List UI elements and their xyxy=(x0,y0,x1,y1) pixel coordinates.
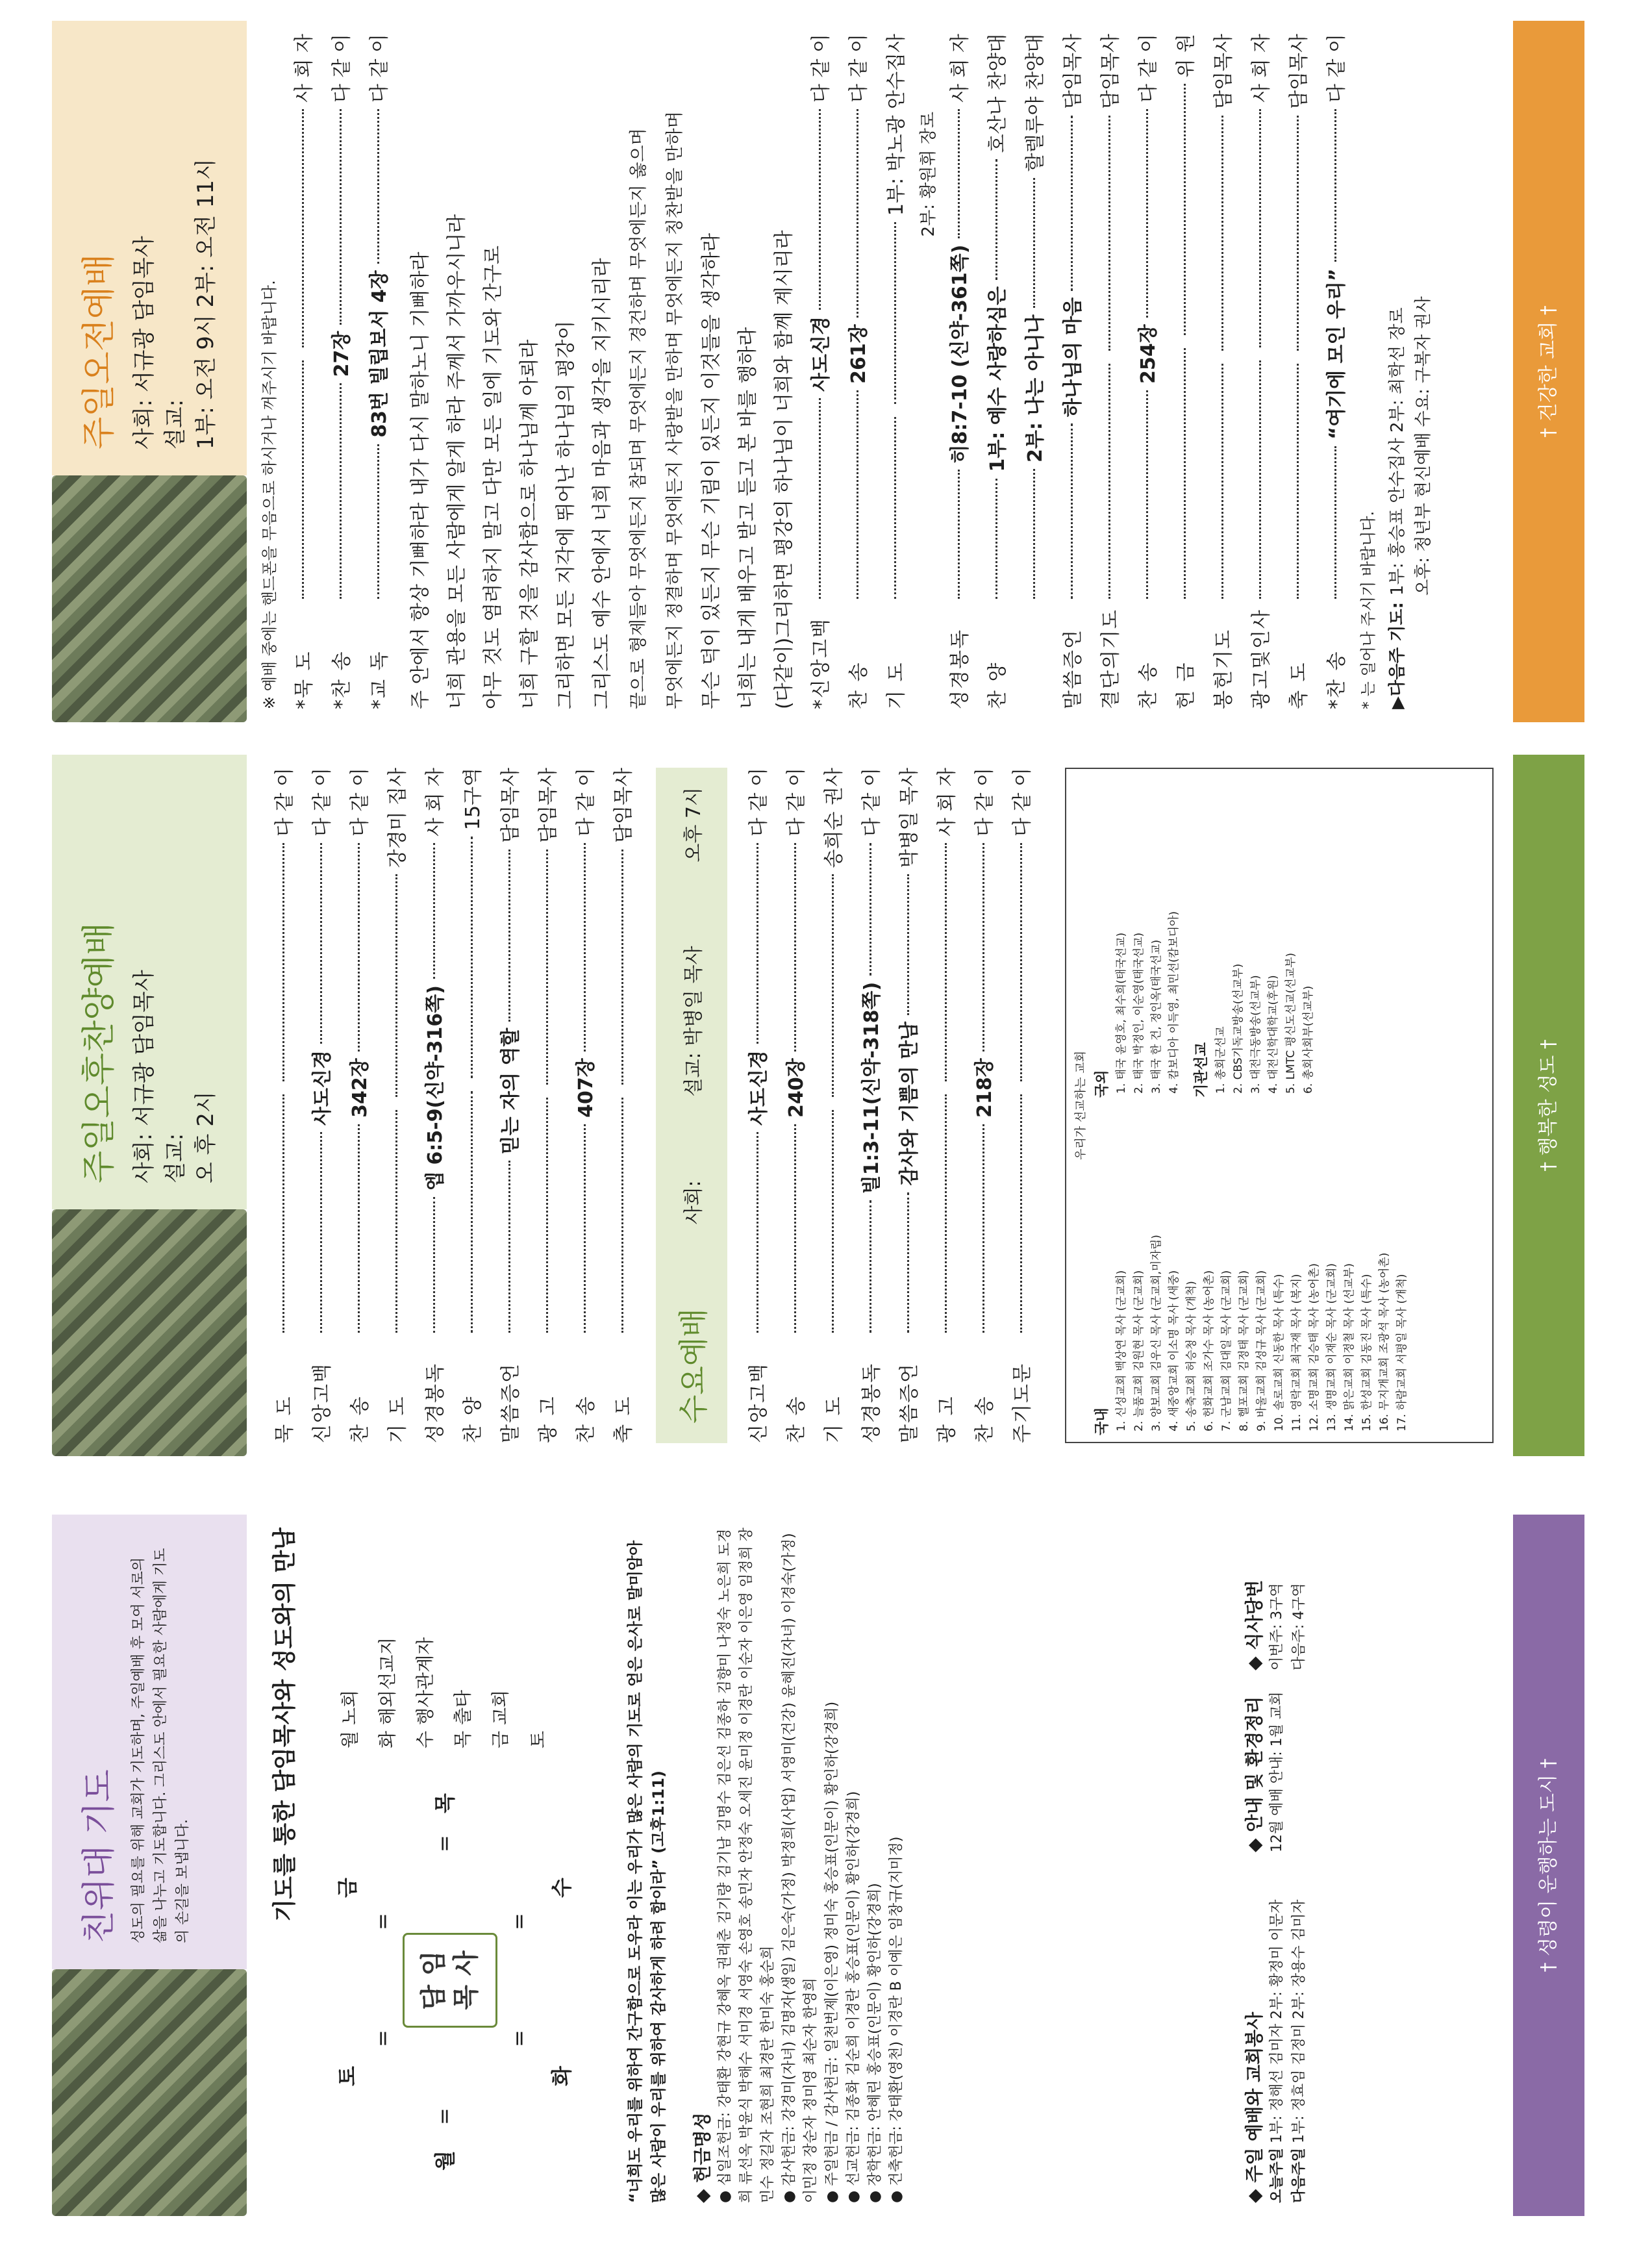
order-row: 성경봉독 엡 6:5-9(신약-316쪽) 사 회 자 xyxy=(424,767,447,1443)
am-title: 주일오전예배 xyxy=(80,253,119,449)
duty-head: ◆ 주일 예배와 교회봉사 xyxy=(1244,2011,1265,2203)
domestic-label: 국내 xyxy=(1094,1407,1110,1435)
foreign-table xyxy=(1111,907,1181,1098)
prayer-legend xyxy=(331,1528,557,1748)
wed-meta-2: 설교: 박병일 목사 xyxy=(682,946,705,1097)
order-row: 헌 금 위 원 xyxy=(1175,34,1197,709)
news-item: ● 주일헌금 / 감사헌금: 일천번제(이은영) 정미숙 홍승표(인문이) 황인하(강경희) xyxy=(824,1701,840,2203)
next-week-prayer: ▶다음주 기도: 1부: 홍승표 안수집사 2부: 최학선 장로 오후: 청년부 현신예배 수요: 구복자 권사 xyxy=(1388,296,1433,709)
order-row: 묵 도 다 같 이 xyxy=(273,767,296,1443)
stand-note: * 는 일어나 주시기 바랍니다. xyxy=(1359,510,1377,709)
center-line-1: 담 임 xyxy=(419,1950,449,2010)
order-row: *교 독 83번 빌립보서 4장 다 같 이 xyxy=(368,34,391,709)
news-item: ● 선교헌금: 김종화 김순희 이경란 홍승표(인문이) 황인하(강경희) xyxy=(845,1791,862,2203)
prayer-titlebox xyxy=(52,1515,247,1969)
order-row: 축 도 담임목사 xyxy=(612,767,635,1443)
order-row: 성경봉독 빌1:3-11(신약-318쪽) 다 같 이 xyxy=(860,768,883,1443)
wed-meta-1: 사회: xyxy=(682,1180,705,1225)
panel-afternoon-wednesday xyxy=(52,755,1584,1456)
duty-row: 다음주일 1부: 정효임 김정미 2부: 장용수 김미자 xyxy=(1291,1899,1307,2203)
am-titlebox xyxy=(52,21,247,475)
meal-head: ◆ 식사당번 xyxy=(1244,1580,1265,1670)
order-row: 신앙고백 사도신경 다 같 이 xyxy=(311,768,334,1443)
order-row: 찬 송 342장 다 같 이 xyxy=(349,768,371,1443)
legend-row: 월 노회 xyxy=(339,1689,360,1748)
legend-row: 수 행사관계자 xyxy=(414,1637,436,1748)
order-row: 기 도 송희순 권사 xyxy=(823,768,845,1443)
order-row: 찬 송 254장 다 같 이 xyxy=(1137,34,1160,709)
table-row: 12. 소명교회 김승태 목사 (농어촌) xyxy=(1308,1263,1321,1431)
table-row: 3. 양보교회 김우신 목사 (군교회,미자립) xyxy=(1150,1235,1163,1431)
table-row: 14. 맑은교회 이정철 목사 (선교부) xyxy=(1343,1263,1356,1431)
table-row: 13. 생명교회 이재순 목사 (군교회) xyxy=(1325,1263,1338,1431)
table-row: 10. 솔로교회 신동한 목사 (특수) xyxy=(1273,1274,1286,1431)
order-row: 광고및인사 사 회 자 xyxy=(1250,33,1273,709)
table-row: 1. 총회군선교 xyxy=(1214,1026,1227,1094)
prayer-2nd: 2부: 황원휘 장로 xyxy=(919,112,938,237)
am-meta: 사회: 서규광 담임목사 설교: 1부: 오전 9시 2부: 오전 11시 xyxy=(131,158,219,449)
responsive-reading: 주 안에서 항상 기뻐하라 내가 다시 말하노니 기뻐하라 너희 관용을 모든 사람에게 알게 하라 주께서 가까우시니라 아무 것도 염려하지 말고 다만 모든 일에 기도와 간구로 너희 구할 것을 감사함으로 하나님께 아뢰라 그리하면 모든 지각에 뛰어난 하나님의 평강이 그리스도 예수 안에서 너희 마음과 생각을 지키시리라 끝으로 형제들아 무엇에든지 참되며 무엇에든지 경건하며 무엇에든지 옳으며 무엇에든지 정결하며 무엇에든지 사랑받을 만하며 무엇에든지 칭찬받을 만하며 무슨 덕이 있든지 무슨 기림이 있든지 이것들을 생각하라 너희는 내게 배우고 받고 듣고 본 바를 행하라 (다같이)그리하면 평강의 하나님이 너희와 함께 계시리라 xyxy=(409,111,795,709)
prayer-subtitle: 기도를 통한 담임목사와 성도와의 만남 xyxy=(271,1528,298,1922)
order-row: *찬 송 “여기에 모인 우리” 다 같 이 xyxy=(1325,33,1348,709)
order-row: 찬 양 15구역 xyxy=(462,767,484,1443)
prayer-title: 친위대 기도 xyxy=(80,1769,119,1943)
news-item: ● 건축헌금: 강태환(영천) 이경란 B 이예은 임창규(지미정) xyxy=(888,1836,905,2203)
offering-news xyxy=(682,1528,907,2203)
order-row: 축 도 담임목사 xyxy=(1288,33,1310,709)
news-item: ● 장학헌금: 안혜린 홍승표(인문이) 황인하(강경희) xyxy=(867,1883,883,2203)
meal-item: 다음주: 4구역 xyxy=(1291,1583,1307,1670)
table-row: 1. 신성교회 백상연 목사 (군교회) xyxy=(1115,1270,1128,1431)
table-row: 2. CBS기독교방송(선교부) xyxy=(1232,963,1245,1094)
am-order xyxy=(253,34,1436,709)
mission-churches xyxy=(1065,768,1494,1443)
legend-row: 화 해외선교지 xyxy=(377,1637,398,1748)
order-row: 2부: 나는 아니나 할렐루야 찬양대 xyxy=(1017,34,1055,709)
eq-to: = xyxy=(370,2030,395,2047)
prayer-intro: 성도의 필요를 위해 교회가 기도하며, 주일예배 후 모여 서로의 삶을 나누고 기도합니다. 그리스도 안에서 필요한 사람에게 기도의 손길을 보냅니다. xyxy=(131,1548,191,1943)
day-hwa: 화 xyxy=(549,2066,574,2086)
panel-morning xyxy=(52,21,1584,722)
domestic-table xyxy=(1111,1231,1409,1435)
foreign-label: 국외 xyxy=(1094,1070,1110,1098)
wed-titlebar xyxy=(656,768,727,1443)
order-row: 기 도 강경미 집사 xyxy=(386,768,409,1443)
service-duty xyxy=(1234,1865,1310,2203)
legend-row: 금 교회 xyxy=(490,1689,511,1748)
duty-row: 오늘주일 1부: 정해선 김미자 2부: 황정미 이문자 xyxy=(1269,1899,1285,2203)
table-row: 17. 하람교회 서평일 목사 (개척) xyxy=(1395,1274,1408,1431)
order-row: 광 고 사 회 자 xyxy=(936,767,958,1443)
order-row: 봉헌기도 담임목사 xyxy=(1212,33,1235,709)
table-row: 2. 태국 박정인, 이순영(태국선교) xyxy=(1133,932,1145,1094)
pm-meta: 사회: 서규광 담임목사 설교: 오 후 2시 xyxy=(131,970,219,1183)
panel3-band: † 건강한 교회 † xyxy=(1513,21,1584,722)
order-row: 신앙고백 사도신경 다 같 이 xyxy=(747,768,770,1443)
day-mok: 목 xyxy=(432,1793,457,1813)
panel2-band: † 행복한 성도 † xyxy=(1513,755,1584,1456)
guide-item: 12월 예배 안내: 1월 교회 xyxy=(1269,1691,1285,1852)
table-row: 4. 캄보디아 이득영, 최민선(캄보디아) xyxy=(1168,911,1181,1094)
wed-meta-3: 오후 7시 xyxy=(682,787,705,863)
table-row: 6. 총회사회부(선교부) xyxy=(1302,985,1315,1094)
table-row: 5. 송축교회 허승청 목사 (개척) xyxy=(1185,1281,1198,1431)
table-row: 3. 대전극동방송(선교부) xyxy=(1249,975,1262,1094)
news-head: ◆ 헌금명성 xyxy=(692,2112,713,2203)
table-row: 4. 대전신학대학교(후원) xyxy=(1267,975,1280,1094)
mission-foreign-org xyxy=(1091,775,1409,1098)
table-row: 5. LMTC 평신도선교(선교부) xyxy=(1284,952,1297,1094)
worship-photo xyxy=(52,475,247,722)
order-row: 주기도문 다 같 이 xyxy=(1011,767,1034,1443)
choir-photo xyxy=(52,1209,247,1456)
table-row: 16. 무지개교회 조광석 목사 (농어촌) xyxy=(1378,1252,1391,1431)
table-row: 2. 늘품교회 김원현 목사 (군교회) xyxy=(1133,1270,1145,1431)
org-label: 기관선교 xyxy=(1194,1042,1210,1098)
news-item: ● 십일조헌금: 강태환 강현규 강혜옥 권래춘 김기량 김기남 김명수 김은선 김종하 김향미 나정숙 노은희 도경희 류선옥 박윤식 박해수 서미경 서영숙 손영호 송민자 안정숙 오세진 윤미정 이경란 이순자 이은영 임정희 장민수 정길자 조현희 최경란 한미숙 홍순희 xyxy=(717,1528,776,2203)
table-row: 15. 한성교회 김동진 목사 (특수) xyxy=(1360,1274,1373,1431)
panel1-band: † 성령이 운행하는 도시 † xyxy=(1513,1515,1584,2216)
table-row: 4. 새중앙교회 이소명 목사 (새중) xyxy=(1168,1270,1181,1431)
order-row: 찬 송 407장 다 같 이 xyxy=(575,768,597,1443)
guide-box xyxy=(1234,1683,1288,1852)
guide-head: ◆ 안내 및 환경정리 xyxy=(1244,1696,1265,1852)
eq-mok: = xyxy=(432,1835,457,1852)
eq-wol: = xyxy=(432,2108,457,2125)
center-line-2: 목 사 xyxy=(451,1950,481,2010)
day-wol: 월 xyxy=(432,2150,457,2171)
table-row: 1. 태국 윤영호, 최수희(태국선교) xyxy=(1115,932,1128,1094)
order-row: 성경봉독 히8:7-10 (신약-361쪽) 사 회 자 xyxy=(949,33,971,709)
table-row: 6. 헌화교회 조가수 목사 (농어촌) xyxy=(1203,1270,1216,1431)
eq-su: = xyxy=(507,1913,531,1930)
pm-order xyxy=(266,768,643,1443)
order-row: *묵 도 사 회 자 xyxy=(293,33,316,709)
pastor-center-box xyxy=(403,1933,497,2028)
pm-titlebox xyxy=(52,755,247,1209)
day-su: 수 xyxy=(549,1878,574,1898)
meal-item: 이번주: 3구역 xyxy=(1269,1583,1285,1670)
table-row: 8. 헬포교회 김정태 목사 (군교회) xyxy=(1238,1270,1251,1431)
order-row: 말씀증언 감사와 기쁨의 만남 박병일 목사 xyxy=(898,767,921,1443)
order-row: 찬 송 240장 다 같 이 xyxy=(785,768,808,1443)
prayer-verse: “너희도 우리를 위하여 간구함으로 도우라 이는 우리가 많은 사람의 기도로 얻은 은사로 말미암아 많은 사람이 우리를 위하여 감사하게 하려 함이라” (고후1:11) xyxy=(626,1540,668,2203)
wed-order xyxy=(740,768,1042,1443)
order-row: 광 고 담임목사 xyxy=(537,767,560,1443)
fellowship-photo xyxy=(52,1969,247,2216)
order-row: 말씀증언 믿는 자의 역할 담임목사 xyxy=(499,767,522,1443)
eq-geum: = xyxy=(370,1913,395,1930)
table-row: 7. 군남교회 김대일 목사 (군교회) xyxy=(1220,1270,1233,1431)
pm-title: 주일오후찬양예배 xyxy=(80,922,119,1183)
phone-note: ※ 예배 중에는 핸드폰을 무음으로 하시거나 꺼주시기 바랍니다. xyxy=(260,280,279,709)
order-row: 결단의기도 담임목사 xyxy=(1099,33,1122,709)
wed-title: 수요예배 xyxy=(676,1308,711,1424)
panel-prayer xyxy=(52,1515,1584,2216)
order-row: 찬 양 1부: 예수 사랑하심은 호산나 찬양대 xyxy=(986,34,1009,709)
news-item: ● 감사헌금: 강경미(자녀) 김명자(생일) 김은숙(가정) 박정희(사업) 서영미(건강) 윤혜진(자녀) 이경숙(가정) 이민정 장순자 정미영 최순자 한영희 xyxy=(781,1533,819,2203)
day-to: 토 xyxy=(335,2066,360,2086)
day-geum: 금 xyxy=(335,1878,360,1898)
weekly-prayer-diagram xyxy=(312,1787,597,2177)
order-row: 찬 송 218장 다 같 이 xyxy=(973,768,996,1443)
order-row: 말씀증언 하나님의 마음 담임목사 xyxy=(1062,34,1084,709)
order-row: 찬 송 261장 다 같 이 xyxy=(847,34,870,709)
eq-hwa: = xyxy=(507,2030,531,2047)
order-row: 기 도 1부: 박노광 안수집사 xyxy=(885,33,908,709)
legend-row: 목 출타 xyxy=(452,1689,473,1748)
mission-head: 우리가 선교하는 교회 xyxy=(1074,1051,1088,1160)
meal-box xyxy=(1234,1528,1310,1670)
table-row: 3. 태국 한 건, 정인옥(태국선교) xyxy=(1150,939,1163,1094)
legend-row: 토 xyxy=(527,1730,549,1748)
table-row: 9. 바울교회 김성규 목사 (군교회) xyxy=(1255,1270,1268,1431)
order-row: *신앙고백 사도신경 다 같 이 xyxy=(810,34,832,709)
table-row: 11. 영락교회 최국재 목사 (복지) xyxy=(1290,1274,1303,1431)
order-row: *찬 송 27장 다 같 이 xyxy=(331,34,353,709)
mission-domestic xyxy=(1091,1111,1409,1435)
org-table xyxy=(1210,949,1316,1098)
